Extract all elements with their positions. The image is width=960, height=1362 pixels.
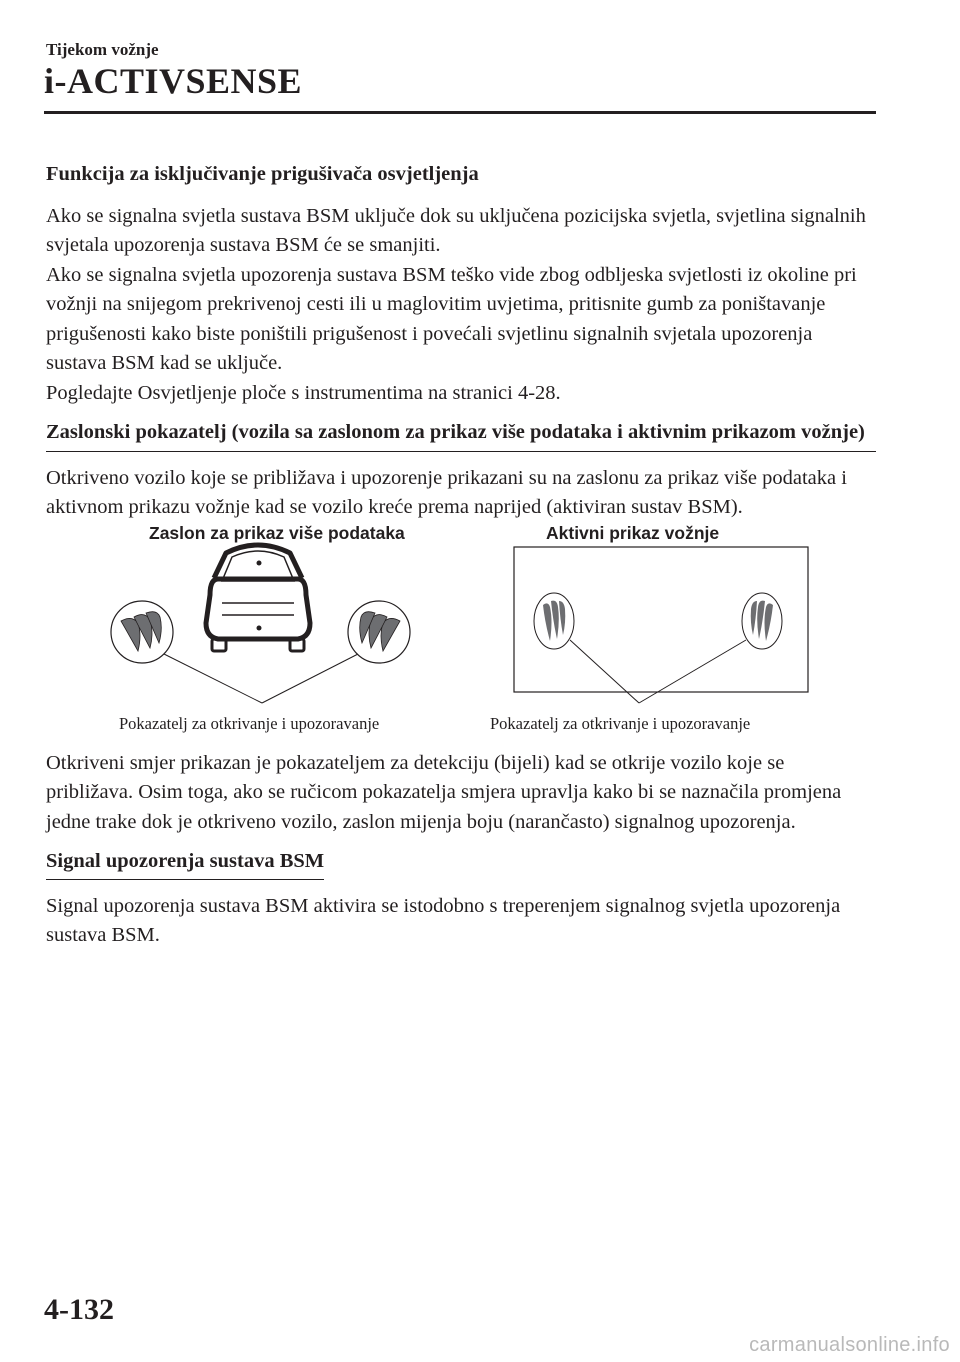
page-title: i-ACTIVSENSE: [44, 61, 303, 101]
add-right-indicator-icon: [742, 593, 782, 649]
header-rule: [44, 111, 876, 114]
page-content: [46, 160, 876, 951]
dimmer-paragraph-3: Pogledajte Osvjetljenje ploče s instrumentima na stranici 4-28.: [46, 381, 561, 404]
active-driving-display-title: Aktivni prikaz vožnje: [546, 522, 720, 543]
bsm-warning-signal-heading: Signal upozorenja sustava BSM: [46, 847, 324, 880]
right-indicator-caption: Pokazatelj za otkrivanje i upozoravanje: [490, 713, 751, 733]
multi-info-display-title: Zaslon za prikaz više podataka: [149, 522, 405, 543]
indicator-figure: [46, 523, 876, 741]
bsm-warning-signal-heading-wrap: [46, 847, 876, 880]
watermark: carmanualsonline.info: [749, 1334, 950, 1356]
dimmer-cancel-heading: Funkcija za isključivanje prigušivača osvjetljenja: [46, 163, 479, 185]
vehicle-rear-icon: [206, 545, 310, 651]
dimmer-paragraph-2: Ako se signalna svjetla upozorenja sustava BSM teško vide zbog odbljeska svjetlosti iz okoline pri vožnji na snijegom prekrivenoj cesti ili u maglovitim uvjetima, pritisnite gumb za poništavanje prigušenosti kako biste poništili prigušenost i povećali svjetlinu signalnih svjetala upozorenja sustava BSM kad se uključe.: [46, 263, 857, 374]
screen-indicator-heading: Zaslonski pokazatelj (vozila sa zaslonom za prikaz više podataka i aktivnim prikazom vožnje): [46, 418, 876, 452]
left-detection-indicator-icon: [111, 601, 173, 663]
bsm-warning-signal-paragraph: Signal upozorenja sustava BSM aktivira se istodobno s treperenjem signalnog svjetla upozorenja sustava BSM.: [46, 894, 841, 946]
section-kicker: Tijekom vožnje: [46, 40, 159, 59]
add-left-indicator-icon: [534, 593, 574, 649]
left-indicator-caption: Pokazatelj za otkrivanje i upozoravanje: [119, 713, 380, 733]
indicator-diagram: [46, 523, 876, 741]
page-number: 4-132: [44, 1293, 114, 1326]
detection-direction-paragraph: Otkriveni smjer prikazan je pokazateljem za detekciju (bijeli) kad se otkrije vozilo koje se približava. Osim toga, ako se ručicom pokazatelja smjera upravlja kako bi se naznačila promjena jedne trake dok je otkriveno vozilo, zaslon mijenja boju (narančasto) signalnog upozorenja.: [46, 751, 842, 833]
screen-indicator-intro: Otkriveno vozilo koje se približava i upozorenje prikazani su na zaslonu za prikaz više podataka i aktivnom prikazu vožnje kad se vozilo kreće prema naprijed (aktiviran sustav BSM).: [46, 466, 847, 518]
dimmer-paragraph-1: Ako se signalna svjetla sustava BSM uključe dok su uključena pozicijska svjetla, svjetlina signalnih svjetala upozorenja sustava BSM će se smanjiti.: [46, 204, 866, 256]
right-detection-indicator-icon: [348, 601, 410, 663]
